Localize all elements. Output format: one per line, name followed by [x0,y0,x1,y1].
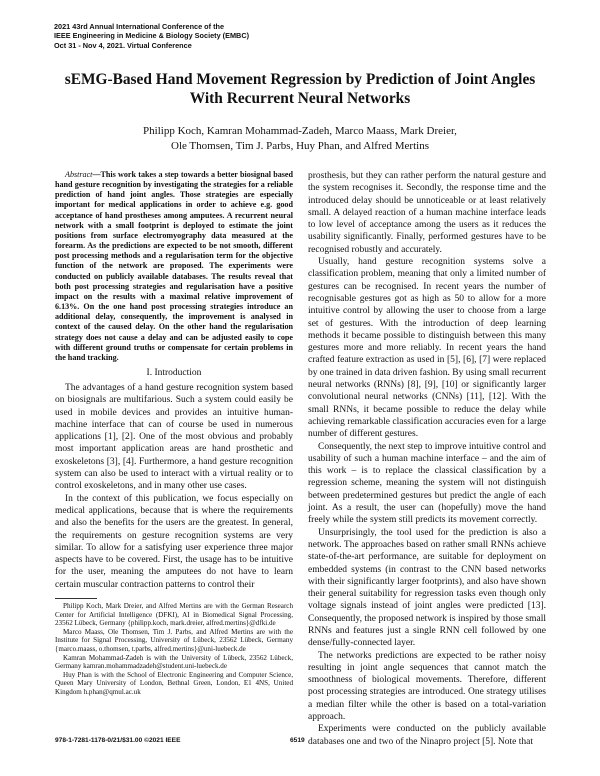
conference-line-3: Oct 31 - Nov 4, 2021. Virtual Conference [54,40,192,50]
abstract-text: —This work takes a step towards a better biosignal based hand gesture recognition by investigating the strategies for a reliable prediction of hand joint angles. Those strategies are especially important for medical applications in order to achieve e.g. good acceptance of hand prostheses among amputees. A recurrent neural network with a small footprint is deployed to estimate the joint positions from surface electromyography data measured at the forearm. As the predictions are expected to be not smooth, different post processing methods and a regularisation term for the objective function of the network are proposed. The experiments were conducted on publicly available databases. The results reveal that both post processing strategies and regularisation have a positive impact on the results with a maximal relative improvement of 6.13%. On the one hand post processing strategies introduce an additional delay, consequently, the improvement is analysed in context of the caused delay. On the other hand the regularisation strategy does not cause a delay and can be adjusted easily to cope with different ground truths or compensate for certain problems in the hand tracking. [55,170,293,362]
conference-line-1: 2021 43rd Annual International Conference of the [54,22,225,31]
body-paragraph: Consequently, the next step to improve intuitive control and usability of such a human machine interface – and the aim of this work – is to replace the classical classification by a regression scheme, meaning the system will not distinguish between predetermined gestures but predict the angle of each joint. As a result, the user can (hopefully) move the hand freely while the system still predicts its movement correctly. [308,441,546,526]
title-line-1: sEMG-Based Hand Movement Regression by Prediction of Joint Angles [64,71,536,88]
body-paragraph: The networks predictions are expected to be rather noisy resulting in joint angle sequences that cannot match the smoothness of biological movements. Therefore, different post processing strategies are introduced. One strategy utilises a median filter while the other is based on a total-variation approach. [308,650,546,723]
conference-header [54,22,249,50]
abstract [55,170,293,363]
body-paragraph: Usually, hand gesture recognition systems solve a classification problem, meaning that only a limited number of gestures can be recognised. In recent years the number of recognisable gestures got as high as 50 to allow for a more intuitive control by allowing the user to choose from a large set of gestures. With the introduction of deep learning methods it became possible to distinguish between this many gestures more and more reliably. In recent years the hand crafted feature extraction as used in [5], [6], [7] were replaced by one trained in data driven fashion. By using small recurrent neural networks (RNNs) [8], [9], [10] or significantly larger convolutional neural networks (CNNs) [11], [12]. With the small RNNs, it became possible to reduce the delay while achieving remarkable classification accuracies even for a large number of different gestures. [308,257,546,440]
title-line-2: With Recurrent Neural Networks [189,90,411,107]
body-paragraph: Experiments were conducted on the publicly available databases one and two of the Ninapro project [5]. Note that [308,724,546,747]
body-paragraph: prosthesis, but they can rather perform the natural gesture and the system recognises it. Secondly, the response time and the introduced delay should be unnoticeable or at least relatively small. A delayed reaction of a human machine interface leads to low level of acceptance among the users as it reduces the usability significantly. Finally, performed gestures have to be recognised robustly and accurately. [308,171,546,255]
intro-paragraph: The advantages of a hand gesture recognition system based on biosignals are multifarious. Such a system could easily be used in mobile devices and provides an intuitive human-machine interface that can of course be used in numerous applications [1], [2]. One of the most obvious and probably most important application areas are hand prosthetic and exoskeletons [3], [4]. Furthermore, a hand gesture recognition system can also be used to interact with a virtual reality or to control exoskeletons, and in many other use cases. [55,382,293,492]
left-column [55,170,293,697]
conference-line-2: IEEE Engineering in Medicine & Biology Society (EMBC) [54,31,250,41]
footer-isbn: 978-1-7281-1178-0/21/$31.00 ©2021 IEEE [55,737,181,744]
intro-paragraph: In the context of this publication, we focus especially on medical applications, because that is where the requirements and also the benefits for the users are the greatest. In general, the requirements on gesture recognition systems are very similar. To allow for a satisfying user experience three major aspects have to be covered. First, the usage has to be intuitive for the user, meaning the amputees do not have to learn certain muscular contraction patterns to control their [55,493,293,590]
footnote: Kamran Mohammad-Zadeh is with the University of Lübeck, 23562 Lübeck, Germany kamran.mohammadzadeh@student.uni-luebeck.de [55,653,293,671]
footnotes [55,602,293,697]
authors-line-1: Philipp Koch, Kamran Mohammad-Zadeh, Marco Maass, Mark Dreier, [143,125,457,137]
body-paragraph: Unsurprisingly, the tool used for the prediction is also a network. The approaches based on rather small RNNs achieve state-of-the-art performance, are suitable for deployment on embedded systems (in contrast to the CNN based networks with their significantly larger footprints), and also have shown their general suitability for regression tasks even though only voltage signals instead of joint angles were predicted [13]. Consequently, the proposed network is inspired by those small RNNs and features just a single RNN cell followed by one dense/fully-connected layer. [308,527,546,649]
abstract-label: Abstract [65,170,93,179]
authors-line-2: Ole Thomsen, Tim J. Parbs, Huy Phan, and Alfred Mertins [171,140,429,152]
footnote: Philipp Koch, Mark Dreier, and Alfred Mertins are with the German Research Center for Artificial Intelligence (DFKI), AI in Biomedical Signal Processing, 23562 Lübeck, Germany {philipp.koch, mark.dreier, alfred.mertins}@dfki.de [55,602,293,628]
paper-title [40,70,560,108]
page-number: 6519 [290,737,305,744]
footnote: Marco Maass, Ole Thomsen, Tim J. Parbs, and Alfred Mertins are with the Institute for Signal Processing, University of Lübeck, 23562 Lübeck, Germany {marco.maass, o.thomsen, t.parbs, alfred.mertins}@uni-luebeck.de [55,627,293,653]
author-list [40,124,560,154]
section-heading-introduction: I. Introduction [146,367,202,378]
right-column [308,170,546,748]
footnote: Huy Phan is with the School of Electronic Engineering and Computer Science, Queen Mary University of London, Bethnal Green, London, E1 4NS, United Kingdom h.phan@qmul.ac.uk [55,670,293,696]
footnote-divider [55,598,97,599]
